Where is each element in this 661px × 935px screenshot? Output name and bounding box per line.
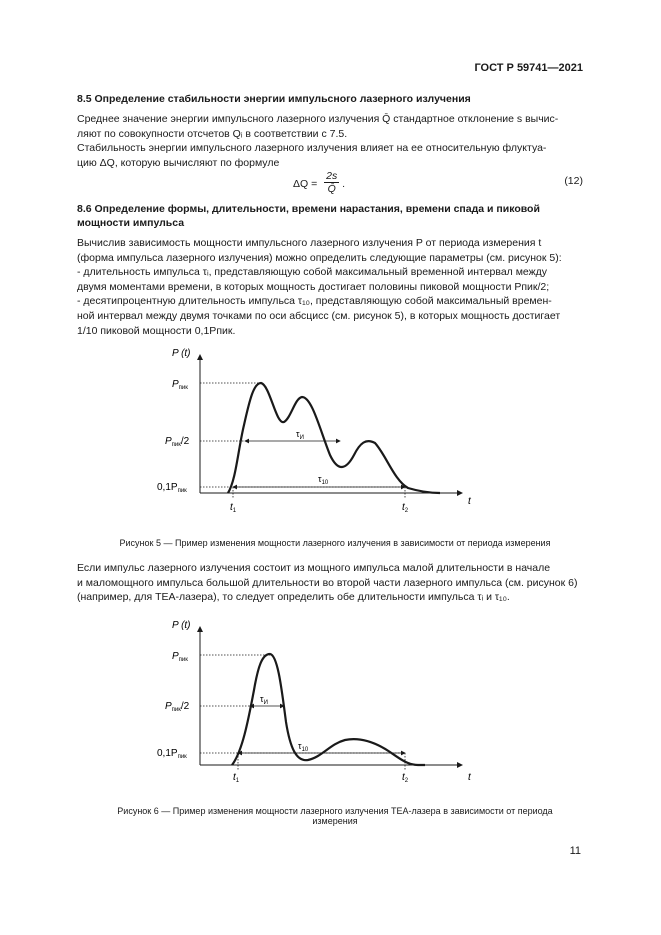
figure-6-caption bbox=[40, 806, 630, 826]
fig6-tau-ten-label: $\tau_{10}$ bbox=[298, 741, 309, 753]
formula-12 bbox=[293, 170, 345, 195]
section-8-5-heading: 8.5 Определение стабильности энергии импульсного лазерного излучения bbox=[77, 93, 471, 105]
s86-p3-line1: - десятипроцентную длительность импульса τ₁₀, представляющую собой максимальный времен- bbox=[77, 295, 552, 308]
fig6-caption-line2: измерения bbox=[312, 816, 358, 826]
fig5-tenth-label: $0,1P_{пик}$ bbox=[157, 482, 187, 494]
fig5-t1-label: $t_1$ bbox=[230, 502, 237, 514]
section-8-6-text bbox=[77, 236, 583, 338]
fig6-pmax-label: $P_{пик}$ bbox=[172, 651, 188, 663]
mid-line2: и маломощного импульса большой длительности во второй части лазерного импульса (см. рисунок 6) bbox=[77, 576, 578, 589]
figure-5-caption: Рисунок 5 — Пример изменения мощности лазерного излучения в зависимости от периода измерения bbox=[119, 538, 551, 548]
fig6-t1-label: $t_1$ bbox=[233, 772, 240, 784]
mid-line1: Если импульс лазерного излучения состоит из мощного импульса малой длительности в начале bbox=[77, 562, 551, 574]
equation-number: (12) bbox=[564, 175, 583, 187]
page-number: 11 bbox=[569, 845, 581, 857]
formula-denominator: Q̄ bbox=[327, 183, 336, 195]
s85-p1-line2: ляют по совокупности отсчетов Qᵢ в соответствии с 7.5. bbox=[77, 127, 348, 140]
fig6-t2-label: $t_2$ bbox=[402, 772, 409, 784]
fig6-half-label: $P_{пик}/2$ bbox=[165, 701, 190, 713]
s86-p3-line2: ной интервал между двумя точками по оси абсцисс (см. рисунок 5), в которых мощность достигает bbox=[77, 309, 561, 322]
fig5-pmax-label: $P_{пик}$ bbox=[172, 379, 188, 391]
fig6-y-label: P (t) bbox=[172, 620, 191, 631]
fig5-tau-half-label: $\tau_И$ bbox=[296, 429, 304, 441]
figure-5-diagram bbox=[150, 340, 480, 520]
s86-heading-line2: мощности импульса bbox=[77, 217, 185, 229]
fig5-tau-ten-label: $\tau_{10}$ bbox=[318, 474, 329, 486]
s85-p2-line2: цию ΔQ, которую вычисляют по формуле bbox=[77, 156, 280, 169]
s86-p3-line3: 1/10 пиковой мощности 0,1Pпик. bbox=[77, 324, 236, 337]
figure-6-diagram bbox=[150, 612, 480, 792]
fig5-t2-label: $t_2$ bbox=[402, 502, 409, 514]
formula-numerator: 2s bbox=[326, 170, 338, 182]
section-8-5-text bbox=[77, 112, 583, 170]
middle-paragraph bbox=[77, 561, 583, 605]
mid-line3: (например, для TEA-лазера), то следует определить обе длительности импульса τᵢ и τ₁₀. bbox=[77, 591, 510, 604]
fig6-x-label: t bbox=[468, 772, 471, 783]
section-8-6-heading bbox=[77, 202, 583, 230]
document-header: ГОСТ Р 59741—2021 bbox=[474, 62, 583, 74]
s86-heading-line1: 8.6 Определение формы, длительности, времени нарастания, времени спада и пиковой bbox=[77, 203, 540, 215]
fig6-tenth-label: $0,1P_{пик}$ bbox=[157, 748, 187, 760]
fig5-half-label: $P_{пик}/2$ bbox=[165, 436, 190, 448]
fig5-x-label: t bbox=[468, 496, 471, 507]
fig6-tau-half-label: $\tau_И$ bbox=[260, 694, 268, 706]
s85-p2-line1: Стабильность энергии импульсного лазерного излучения влияет на ее относительную флуктуа- bbox=[77, 142, 547, 155]
s86-p2-line1: - длительность импульса τᵢ, представляющую собой максимальный временной интервал между bbox=[77, 266, 548, 279]
s86-p1-line2: (форма импульса лазерного излучения) можно определить следующие параметры (см. рисунок 5): bbox=[77, 251, 562, 264]
formula-fraction bbox=[324, 170, 339, 195]
fig5-y-label: P (t) bbox=[172, 348, 191, 359]
formula-end: . bbox=[342, 178, 346, 190]
s86-p2-line2: двумя моментами времени, в которых мощность достигает половины пиковой мощности Pпик/2; bbox=[77, 280, 550, 293]
formula-lhs: ΔQ = bbox=[293, 178, 318, 190]
fig6-caption-line1: Рисунок 6 — Пример изменения мощности лазерного излучения TEA-лазера в зависимости от периода bbox=[117, 806, 553, 816]
s85-p1-line1: Среднее значение энергии импульсного лазерного излучения Q̄ стандартное отклонение s вычис- bbox=[77, 113, 559, 125]
s86-p1-line1: Вычислив зависимость мощности импульсного лазерного излучения P от периода измерения t bbox=[77, 237, 542, 249]
fig5-pulse-curve bbox=[228, 383, 440, 493]
fig6-pulse-curve bbox=[232, 654, 425, 765]
